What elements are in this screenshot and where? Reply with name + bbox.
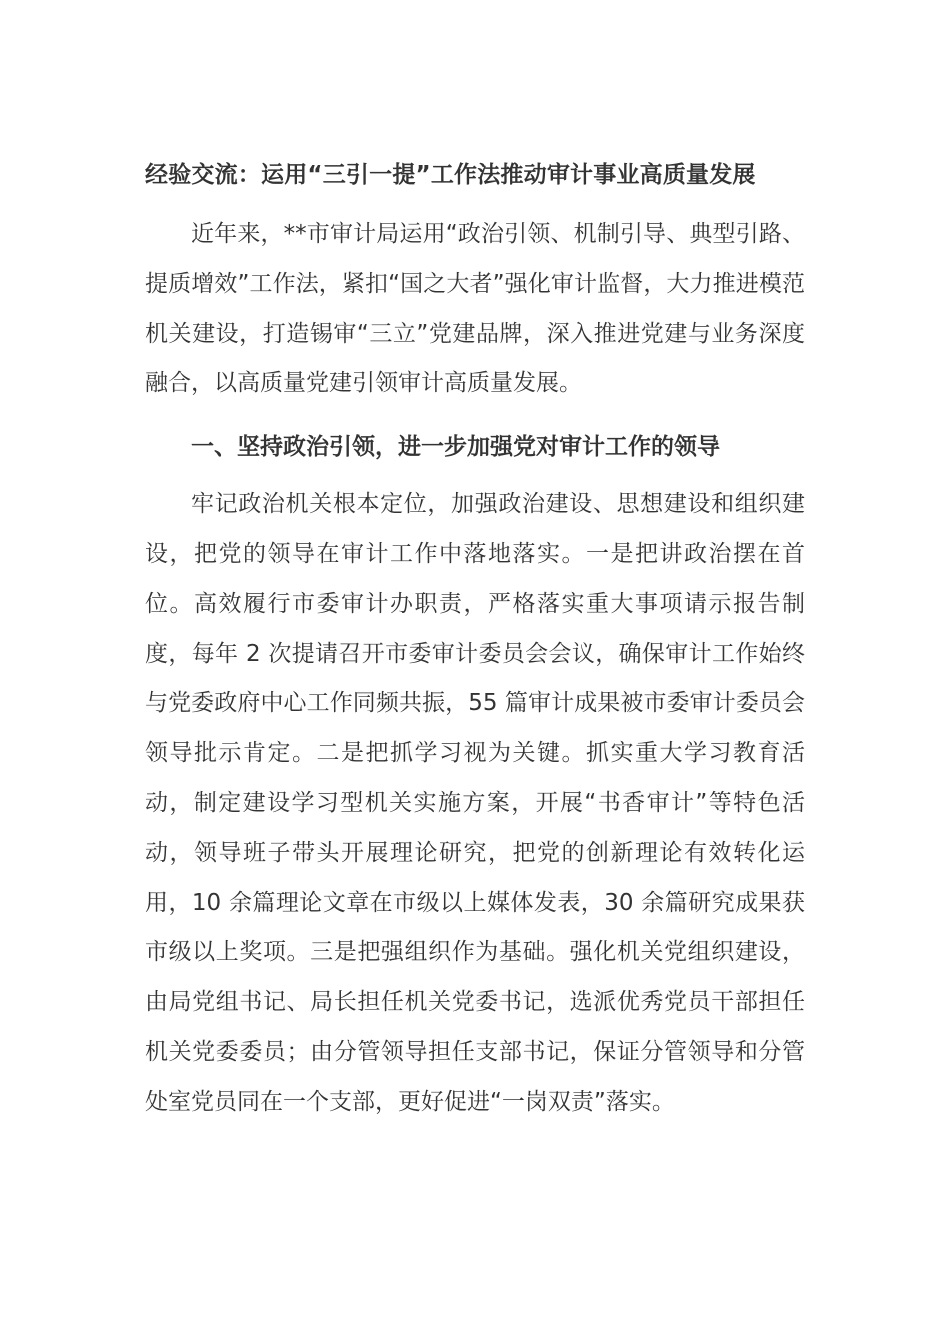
section-1-heading: 一、坚持政治引领，进一步加强党对审计工作的领导 bbox=[191, 434, 720, 461]
intro-paragraph: 近年来，**市审计局运用“政治引领、机制引导、典型引路、提质增效”工作法，紧扣“国之大者”强化审计监督，大力推进模范机关建设，打造锡审“三立”党建品牌，深入推进党建与业务深度融合，以高质量党建引领审计高质量发展。 bbox=[145, 221, 805, 397]
document-title: 经验交流：运用“三引一提”工作法推动审计事业高质量发展 bbox=[145, 162, 756, 188]
document-body bbox=[145, 150, 805, 1128]
section-1-paragraph: 牢记政治机关根本定位，加强政治建设、思想建设和组织建设，把党的领导在审计工作中落地落实。一是把讲政治摆在首位。高效履行市委审计办职责，严格落实重大事项请示报告制度，每年 2 次提请召开市委审计委员会会议，确保审计工作始终与党委政府中心工作同频共振，55 篇审计成果被市委审计委员会领导批示肯定。二是把抓学习视为关键。抓实重大学习教育活动，制定建设学习型机关实施方案，开展“书香审计”等特色活动，领导班子带头开展理论研究，把党的创新理论有效转化运用，10 余篇理论文章在市级以上媒体发表，30 余篇研究成果获市级以上奖项。三是把强组织作为基础。强化机关党组织建设，由局党组书记、局长担任机关党委书记，选派优秀党员干部担任机关党委委员；由分管领导担任支部书记，保证分管领导和分管处室党员同在一个支部，更好促进“一岗双责”落实。 bbox=[145, 491, 805, 1115]
